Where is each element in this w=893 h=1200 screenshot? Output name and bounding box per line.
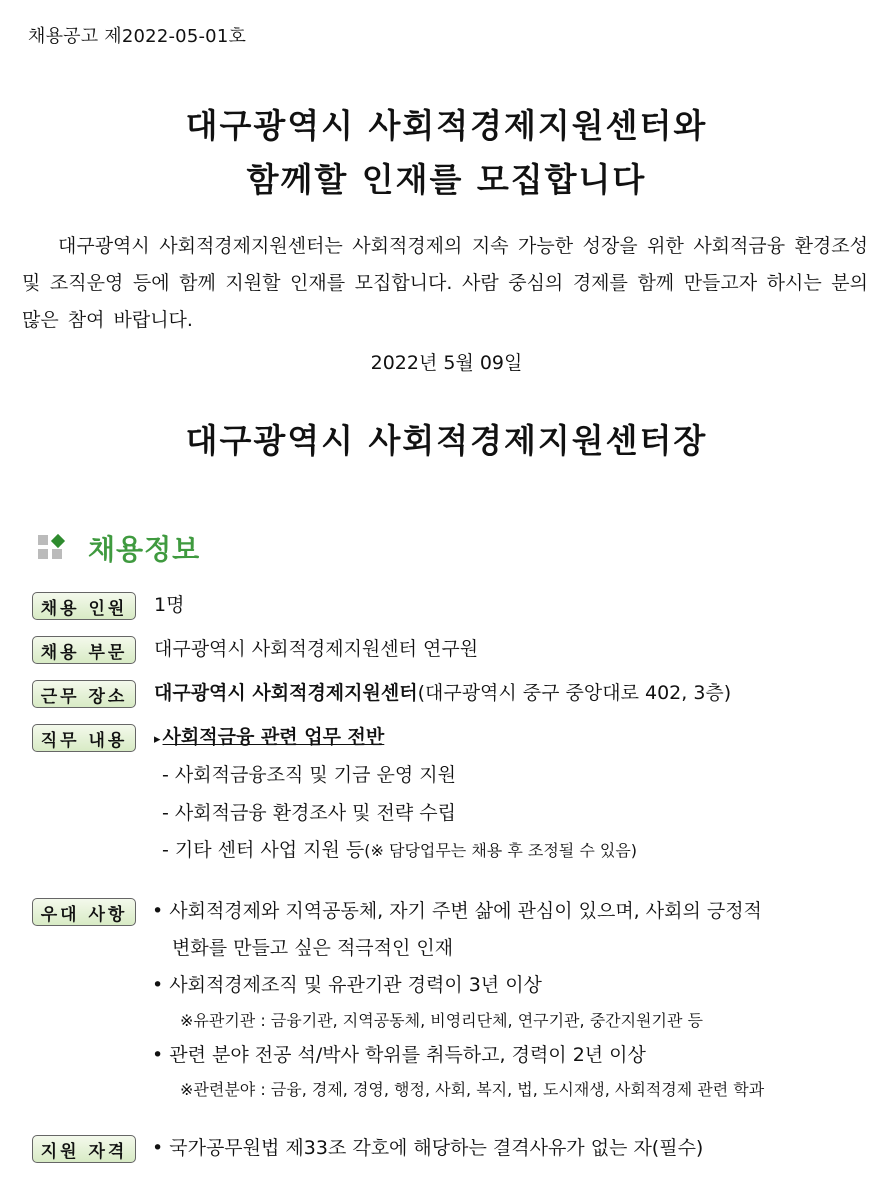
duties-item-text: - 기타 센터 사업 지원 등 <box>162 839 365 861</box>
location-value <box>154 680 731 706</box>
notice-number: 채용공고 제2022-05-01호 <box>28 26 247 47</box>
row-headcount <box>32 592 184 620</box>
duties-heading-line <box>154 724 384 753</box>
location-name: 대구광역시 사회적경제지원센터 <box>154 682 418 704</box>
duties-item: - 사회적금융 환경조사 및 전략 수립 <box>162 802 457 824</box>
location-address: (대구광역시 중구 중앙대로 402, 3층) <box>417 682 732 704</box>
preferred-item: • 관련 분야 전공 석/박사 학위를 취득하고, 경력이 2년 이상 <box>152 1044 646 1066</box>
preferred-item-cont: 변화를 만들고 싶은 적극적인 인재 <box>172 937 454 959</box>
page-title-line2: 함께할 인재를 모집합니다 <box>246 160 647 199</box>
page-title-line1: 대구광역시 사회적경제지원센터와 <box>185 106 708 145</box>
row-department <box>32 636 478 664</box>
label-badge: 지원 자격 <box>32 1135 136 1163</box>
preferred-item: • 사회적경제와 지역공동체, 자기 주변 삶에 관심이 있으며, 사회의 긍정적 <box>152 900 762 922</box>
headcount-value: 1명 <box>154 594 185 616</box>
label-badge: 채용 부문 <box>32 636 136 664</box>
preferred-note: ※유관기관 : 금융기관, 지역공동체, 비영리단체, 연구기관, 중간지원기관 등 <box>180 1011 703 1030</box>
row-location <box>32 680 731 708</box>
row-preferred <box>32 898 136 926</box>
label-badge: 채용 인원 <box>32 592 136 620</box>
label-badge: 우대 사항 <box>32 898 136 926</box>
section-bullet-icon <box>38 531 68 565</box>
triangle-marker-icon: ▸ <box>154 732 161 747</box>
duties-note: (※ 담당업무는 채용 후 조정될 수 있음) <box>364 841 638 860</box>
department-value: 대구광역시 사회적경제지원센터 연구원 <box>154 638 479 660</box>
intro-paragraph <box>22 228 868 339</box>
signer: 대구광역시 사회적경제지원센터장 <box>185 421 708 460</box>
preferred-item: • 사회적경제조직 및 유관기관 경력이 3년 이상 <box>152 974 542 996</box>
label-badge: 근무 장소 <box>32 680 136 708</box>
section-heading <box>38 528 200 568</box>
duties-item: - 사회적금융조직 및 기금 운영 지원 <box>162 764 457 786</box>
section-title: 채용정보 <box>88 533 201 566</box>
label-badge: 직무 내용 <box>32 724 136 752</box>
preferred-note: ※관련분야 : 금융, 경제, 경영, 행정, 사회, 복지, 법, 도시재생, 사회적경제 관련 학과 <box>180 1080 765 1099</box>
eligibility-item: • 국가공무원법 제33조 각호에 해당하는 결격사유가 없는 자(필수) <box>152 1137 704 1159</box>
intro-text: 대구광역시 사회적경제지원센터는 사회적경제의 지속 가능한 성장을 위한 사회적금융 환경조성 및 조직운영 등에 함께 지원할 인재를 모집합니다. 사람 중심의 경제를 함께 만들고자 하시는 분의 많은 참여 바랍니다. <box>22 235 868 331</box>
duties-item <box>162 835 637 862</box>
duties-heading: 사회적금융 관련 업무 전반 <box>162 726 385 748</box>
row-duties <box>32 724 384 753</box>
notice-date: 2022년 5월 09일 <box>370 352 523 374</box>
row-eligibility <box>32 1135 136 1163</box>
